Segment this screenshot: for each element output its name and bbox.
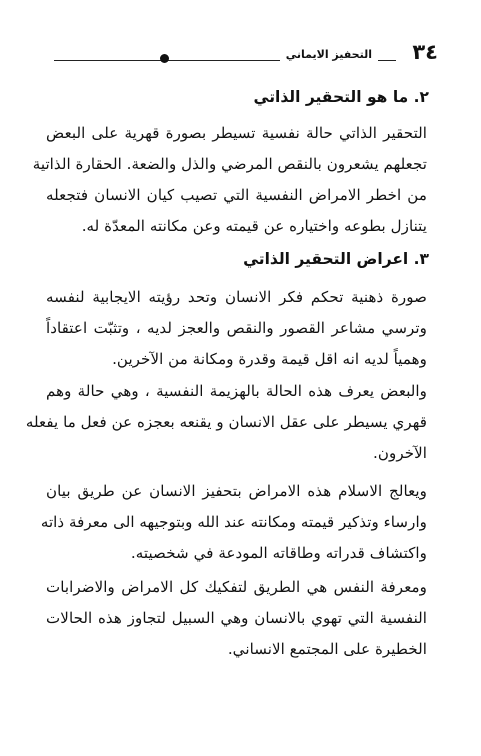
text-line: النفسية التي تهوي بالانسان وهي السبيل لتجاوز هذه الحالات	[46, 609, 427, 627]
text-line: تجعلهم يشعرون بالنقص المرضي والذل والضعة. الحقارة الذاتية	[32, 155, 427, 173]
text-line: من اخطر الامراض النفسية التي تصيب كيان الانسان فتجعله	[46, 186, 427, 204]
section-heading: ٢. ما هو التحقير الذاتي	[253, 88, 429, 106]
text-line: الخطيرة على المجتمع الانساني.	[227, 640, 427, 658]
text-line: صورة ذهنية تحكم فكر الانسان وتحد رؤيته الايجابية لنفسه	[46, 288, 427, 306]
paragraph	[32, 118, 427, 242]
text-line: وارساء وتذكير قيمته ومكانته عند الله وبتوجيهه الى معرفة ذاته	[40, 513, 427, 531]
text-line: قهري يسيطر على عقل الانسان و يقنعه بعجزه عن فعل ما يفعله	[25, 413, 427, 431]
text-line: ومعرفة النفس هي الطريق لتفكيك كل الامراض والاضرابات	[46, 578, 427, 596]
text-line: وهمياً لديه انه اقل قيمة وقدرة ومكانة من الآخرين.	[112, 350, 427, 368]
header-ornament-dot	[160, 54, 169, 63]
page-number: ٣٤	[412, 40, 438, 64]
text-line: يتنازل بطوعه واختياره عن قيمته وعن مكانته المعدّة له.	[81, 217, 427, 235]
text-line: واكتشاف قدراته وطاقاته المودعة في شخصيته.	[130, 544, 427, 562]
running-title: التحفيز الايماني	[280, 48, 378, 62]
paragraph	[46, 572, 427, 665]
text-line: وترسي مشاعر القصور والنقص والعجز لديه ، وتثبّت اعتقاداً	[46, 319, 427, 337]
text-line: التحقير الذاتي حالة نفسية تسيطر بصورة قهرية على البعض	[46, 124, 427, 142]
running-header	[52, 40, 438, 66]
paragraph	[46, 282, 427, 375]
paragraph	[40, 476, 427, 569]
paragraph	[25, 376, 427, 469]
text-line: ويعالج الاسلام هذه الامراض بتحفيز الانسان عن طريق بيان	[46, 482, 427, 500]
section-heading: ٣. اعراض التحقير الذاتي	[243, 250, 429, 268]
text-line: الآخرون.	[373, 444, 427, 462]
text-line: والبعض يعرف هذه الحالة بالهزيمة النفسية ، وهي حالة وهم	[46, 382, 427, 400]
